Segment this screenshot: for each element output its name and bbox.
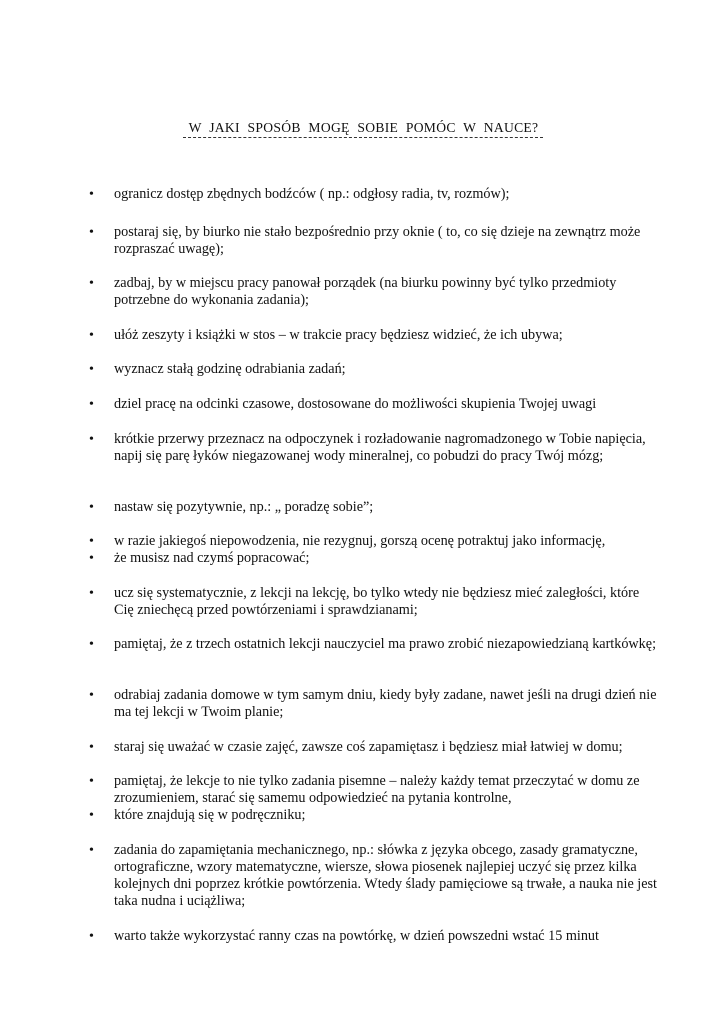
list-item: warto także wykorzystać ranny czas na powtórkę, w dzień powszedni wstać 15 minut <box>114 928 599 944</box>
list-item: zadania do zapamiętania mechanicznego, np.: słówka z języka obcego, zasady gramatyczne, ortograficzne, wzory matematyczne, wiersze, słowa piosenek najlepiej uczyć się przez kilka kolejnych dni poprzez krótkie powtórzenia. Wtedy ślady pamięciowe są trwałe, a nauka nie jest taka nudna i uciążliwa; <box>114 842 658 909</box>
bullet-icon <box>89 928 94 945</box>
list-item: nastaw się pozytywnie, np.: „ poradzę sobie”; <box>114 499 374 515</box>
list-item: wyznacz stałą godzinę odrabiania zadań; <box>114 361 346 377</box>
bullet-icon <box>89 327 94 344</box>
bullet-icon <box>89 687 94 704</box>
bullet-icon <box>89 396 94 413</box>
bullet-icon <box>89 499 94 516</box>
bullet-icon <box>89 550 94 567</box>
bullet-icon <box>89 773 94 790</box>
title-text: W JAKI SPOSÓB MOGĘ SOBIE POMÓC W NAUCE? <box>188 120 539 135</box>
bullet-icon <box>89 361 94 378</box>
list-item: krótkie przerwy przeznacz na odpoczynek i rozładowanie nagromadzonego w Tobie napięcia, napij się parę łyków niegazowanej wody mineralnej, co pobudzi do pracy Twój mózg; <box>114 431 646 464</box>
list-item: ogranicz dostęp zbędnych bodźców ( np.: odgłosy radia, tv, rozmów); <box>114 186 510 202</box>
document-title <box>0 119 725 136</box>
list-item: postaraj się, by biurko nie stało bezpośrednio przy oknie ( to, co się dzieje na zewnątrz może rozpraszać uwagę); <box>114 224 641 257</box>
list-item: w razie jakiegoś niepowodzenia, nie rezygnuj, gorszą ocenę potraktuj jako informację, <box>114 533 606 549</box>
list-item: ułóż zeszyty i książki w stos – w trakcie pracy będziesz widzieć, że ich ubywa; <box>114 327 563 343</box>
bullet-icon <box>89 533 94 550</box>
list-item: które znajdują się w podręczniku; <box>114 807 306 823</box>
list-item: pamiętaj, że z trzech ostatnich lekcji nauczyciel ma prawo zrobić niezapowiedzianą kartkówkę; <box>114 636 657 652</box>
bullet-icon <box>89 842 94 859</box>
list-item: dziel pracę na odcinki czasowe, dostosowane do możliwości skupienia Twojej uwagi <box>114 396 597 412</box>
list-item: odrabiaj zadania domowe w tym samym dniu, kiedy były zadane, nawet jeśli na drugi dzień nie ma tej lekcji w Twoim planie; <box>114 687 657 720</box>
list-item: pamiętaj, że lekcje to nie tylko zadania pisemne – należy każdy temat przeczytać w domu ze zrozumieniem, starać się samemu odpowiedzieć na pytania kontrolne, <box>114 773 640 806</box>
list-item: zadbaj, by w miejscu pracy panował porządek (na biurku powinny być tylko przedmioty potrzebne do wykonania zadania); <box>114 275 617 308</box>
bullet-icon <box>89 807 94 824</box>
bullet-icon <box>89 636 94 653</box>
list-item: że musisz nad czymś popracować; <box>114 550 310 566</box>
bullet-icon <box>89 224 94 241</box>
bullet-icon <box>89 275 94 292</box>
bullet-icon <box>89 186 94 203</box>
bullet-icon <box>89 739 94 756</box>
bullet-icon <box>89 431 94 448</box>
bullet-icon <box>89 585 94 602</box>
list-item: staraj się uważać w czasie zajęć, zawsze coś zapamiętasz i będziesz miał łatwiej w domu; <box>114 739 623 755</box>
list-item: ucz się systematycznie, z lekcji na lekcję, bo tylko wtedy nie będziesz mieć zaległości, które Cię zniechęcą przed powtórzeniami i sprawdzianami; <box>114 585 640 618</box>
title-dashed-underline <box>183 137 543 138</box>
